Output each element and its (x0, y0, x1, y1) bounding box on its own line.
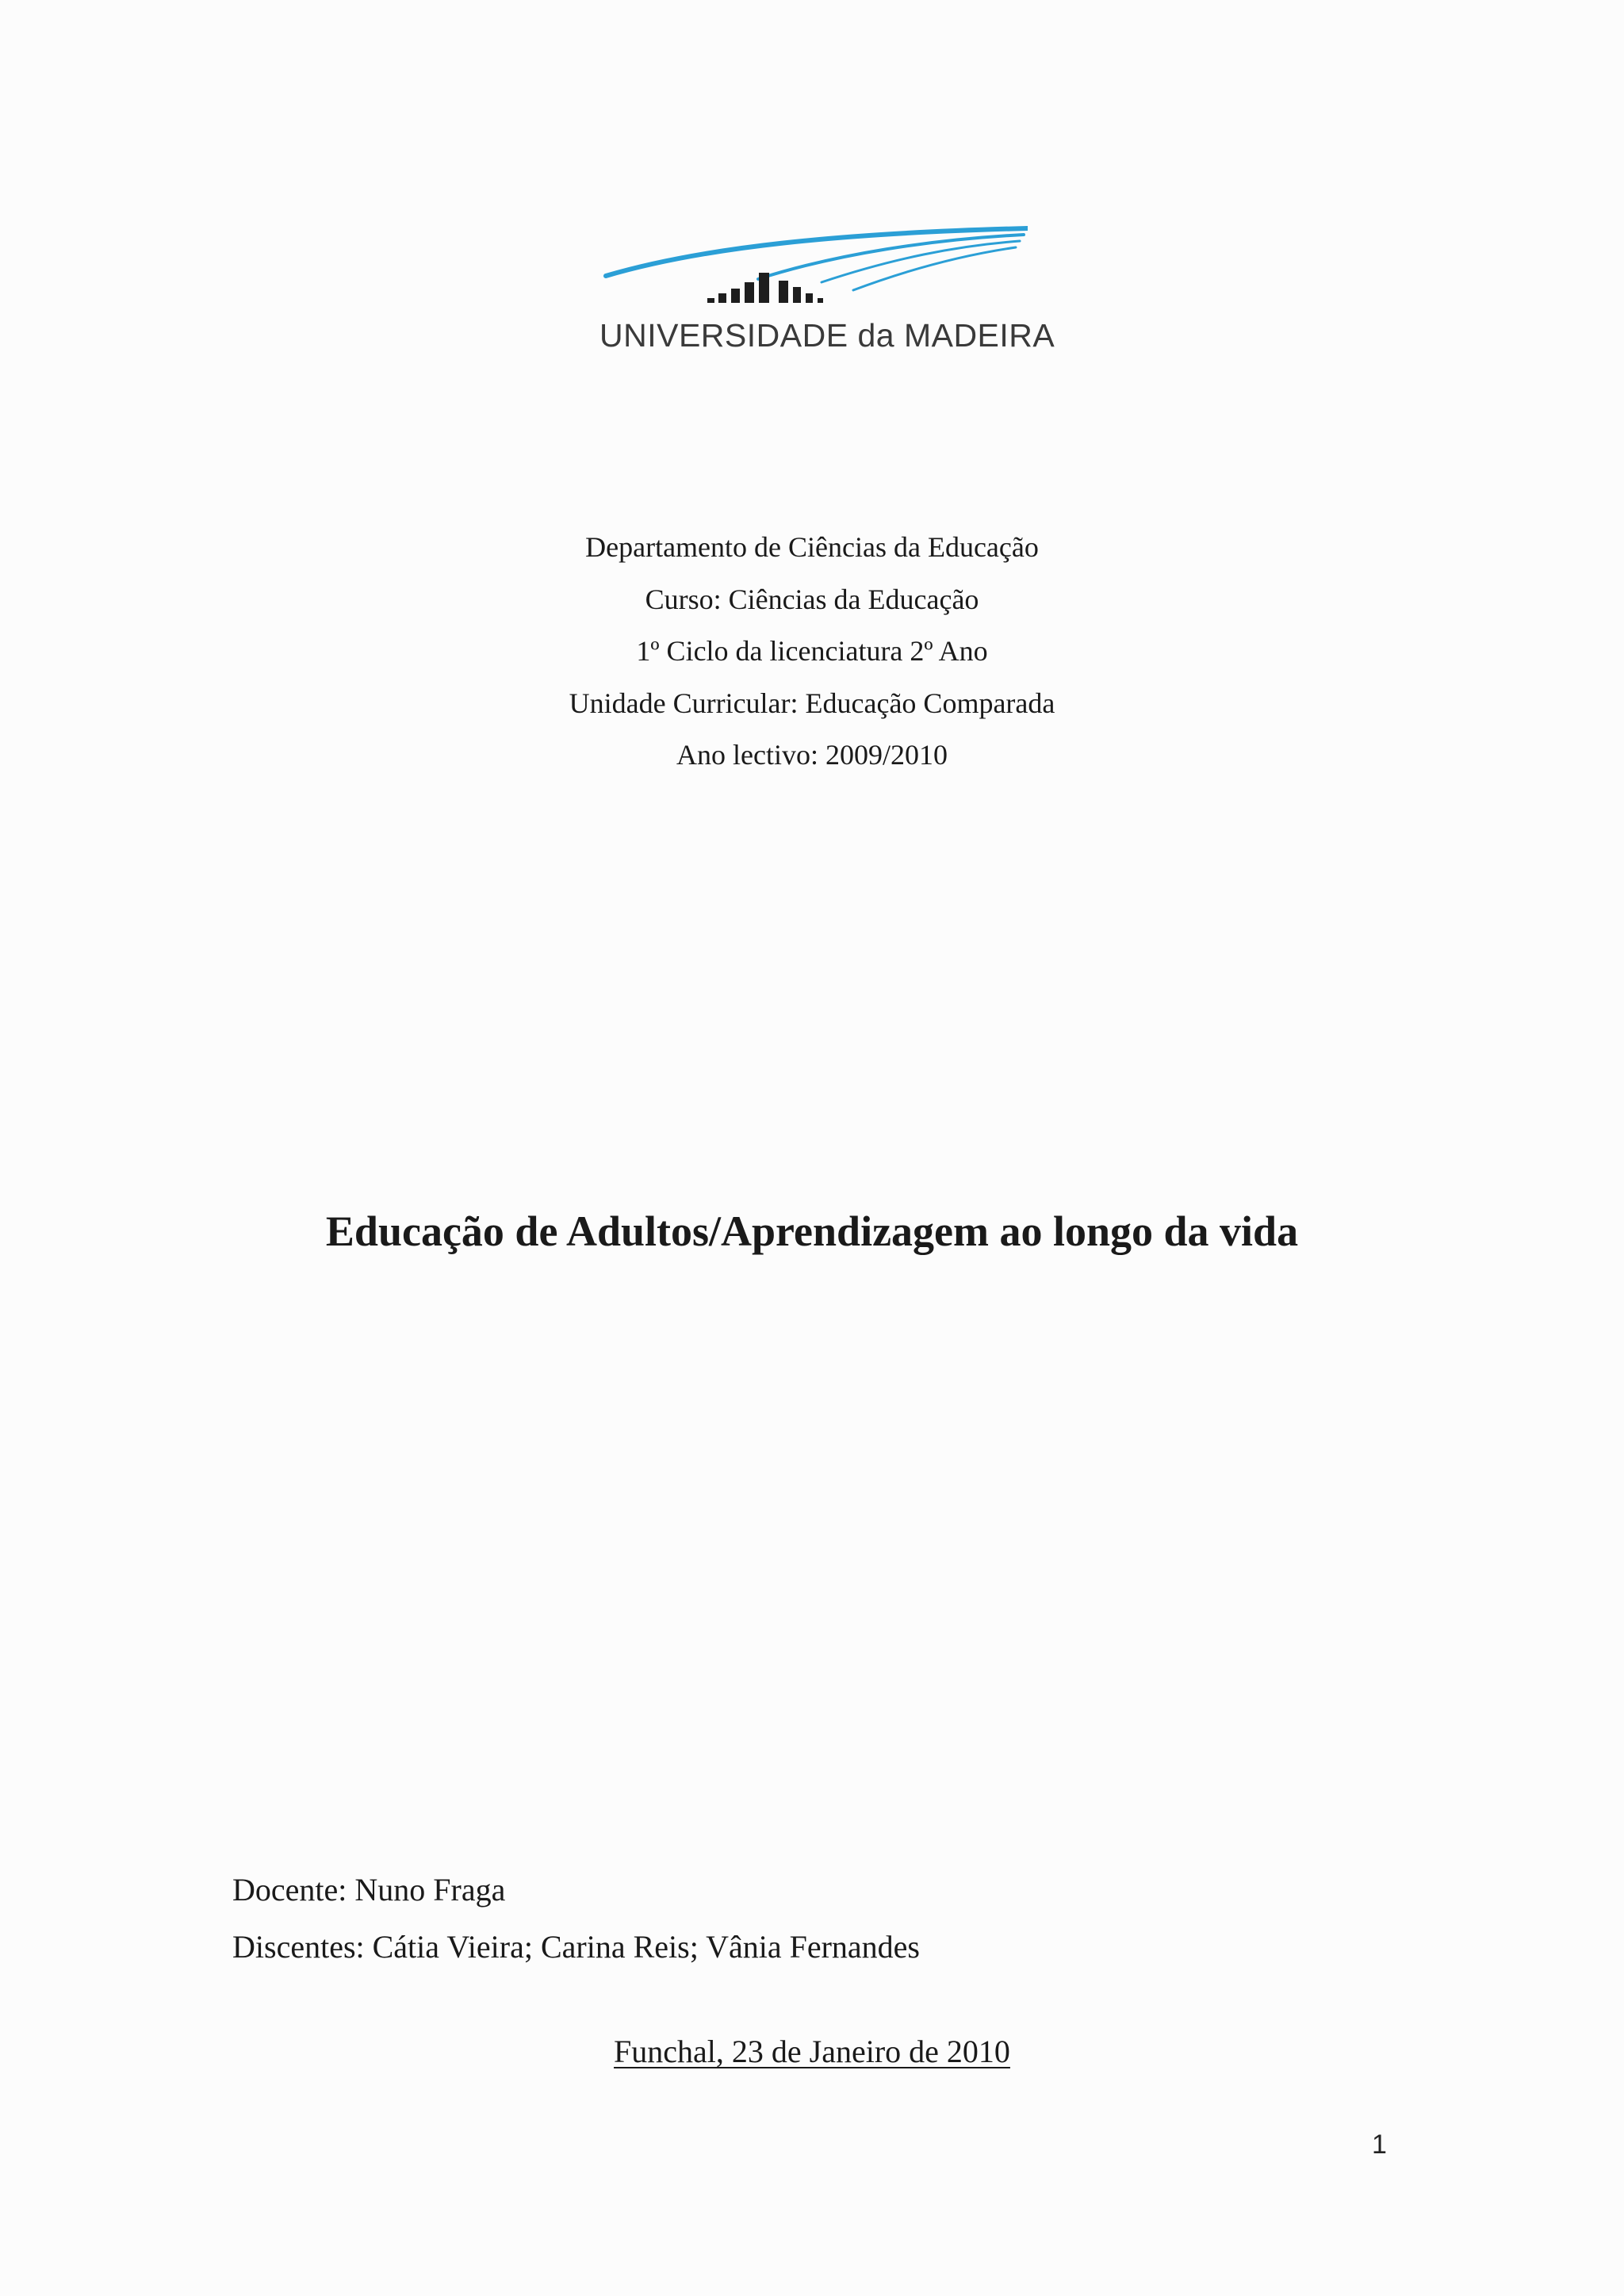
logo-emblem-icon (599, 214, 1028, 317)
authors-block (232, 1862, 920, 1976)
document-title: Educação de Adultos/Aprendizagem ao longo da vida (325, 1207, 1299, 1255)
course-line: Curso: Ciências da Educação (645, 583, 979, 615)
cycle-line: 1º Ciclo da licenciatura 2º Ano (636, 635, 988, 667)
date-line (0, 2033, 1624, 2070)
students-line: Discentes: Cátia Vieira; Carina Reis; Vânia Fernandes (232, 1929, 920, 1965)
course-info (0, 522, 1624, 782)
university-logo (599, 214, 1055, 365)
logo-text: UNIVERSIDADE da MADEIRA (599, 317, 1055, 354)
date-text: Funchal, 23 de Janeiro de 2010 (614, 2034, 1010, 2069)
year-line: Ano lectivo: 2009/2010 (676, 739, 948, 771)
page-number: 1 (1372, 2130, 1387, 2160)
department-line: Departamento de Ciências da Educação (585, 531, 1039, 563)
unit-line: Unidade Curricular: Educação Comparada (569, 687, 1055, 719)
teacher-line: Docente: Nuno Fraga (232, 1872, 506, 1908)
